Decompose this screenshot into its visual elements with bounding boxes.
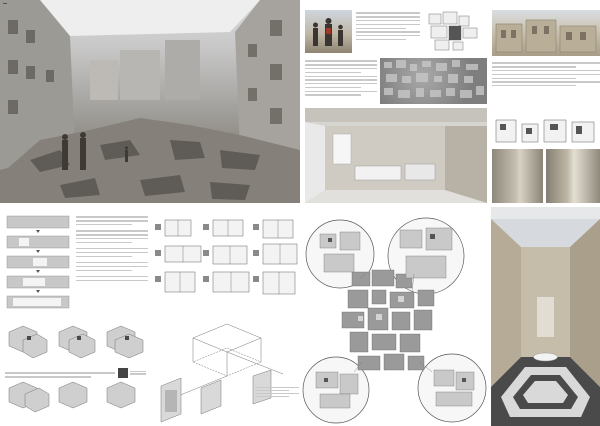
cluster-caption (5, 370, 115, 380)
interior-render (305, 108, 487, 203)
concept-diagrams (3, 214, 73, 319)
board-id-tag (3, 3, 7, 4)
present-buildings (492, 10, 600, 56)
fountain (534, 353, 558, 361)
spatial-diagram-svg (492, 116, 600, 146)
concept-svg (3, 214, 73, 319)
canopy-shape (40, 0, 260, 36)
hero-rubble-photo (0, 0, 300, 203)
site-context-map (423, 8, 487, 56)
axonometric-svg (153, 318, 301, 424)
distant-building (120, 50, 160, 100)
distant-building-3 (90, 60, 118, 100)
legend-icon (118, 368, 128, 378)
legend-text (130, 369, 146, 376)
prologue-text-block (305, 58, 377, 98)
spatial-diagrams (492, 116, 600, 146)
courtyard-render (491, 207, 600, 426)
site-highlight (449, 26, 461, 40)
concept-text-block (76, 214, 148, 284)
axonometric-drawing (153, 318, 301, 424)
site-text-block (356, 10, 420, 43)
site-plan-svg (302, 212, 489, 424)
module-plan-grid (153, 214, 301, 304)
site-map-svg (423, 8, 487, 56)
alley-photo-1 (492, 149, 543, 203)
courtyard-svg (491, 207, 600, 426)
concept-cluster-diagrams (3, 322, 148, 422)
distant-building-2 (165, 40, 200, 100)
site-plan-drawing (302, 212, 489, 424)
present-text-block (492, 60, 600, 89)
present-condition-photo (492, 10, 600, 56)
rubble-scene (0, 0, 300, 203)
aerial-texture (380, 58, 487, 104)
refugee-photo (305, 10, 352, 53)
zoom-circle-4 (418, 354, 486, 422)
refugee-figures (305, 10, 352, 53)
alley-photo-2 (546, 149, 600, 203)
bracing-notes (255, 385, 299, 399)
interior-svg (305, 108, 487, 203)
aerial-photo (380, 58, 487, 104)
module-plan-svg (153, 214, 301, 304)
